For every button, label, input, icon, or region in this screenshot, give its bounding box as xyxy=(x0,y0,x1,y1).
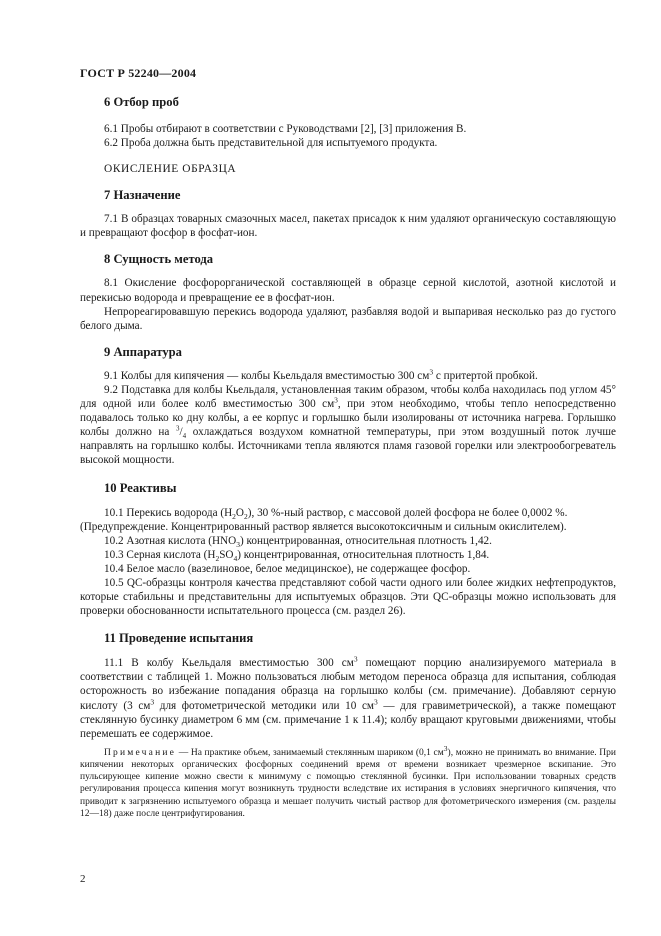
note-11-1: Примечание — На практике объем, занимаемый стеклянным шариком (0,1 $см^3$), можно не принимать во внимание. При кипячении некоторых органических фосфорных соединений время от времени возникает чрезмерное вскипание. Это пульсирующее кипение можно свести к минимуму с помощью стеклянной бусинки. При использовании товарных средств регулирования процесса кипения могут возникнуть трудности вследствие их истирания в условиях энергичного кипячения, что приводит к загрязнению испытуемого образца и мешает получить чистый раствор для фотометрического измерения (см. разделы 12—18) даже после центрифугирования. xyxy=(80,743,616,819)
section-7-heading: 7 Назначение xyxy=(104,188,181,203)
section-7 xyxy=(80,187,616,240)
paragraph-10-4: 10.4 Белое масло (вазелиновое, белое медицинское), не содержащее фосфор. xyxy=(104,562,471,575)
paragraph-10-2: 10.2 Азотная кислота $(HNO_3)$ концентрированная, относительная плотность 1,42. xyxy=(104,534,492,549)
paragraph-11-1: 11.1 В колбу Кьельдаля вместимостью 300 $см^3$ помещают порцию анализируемого материала в соответствии с таблицей 1. Можно пользоваться любым методом переноса образца для испытания, соблюдая осторожность во избежание попадания образца на горлышко колбы (см. примечание). Добавляют серную кислоту (3 $см^3$ для фотометрической методики или 10 $см^3$ — для гравиметрической), а также помещают стеклянную бусинку диаметром 6 мм (см. примечание 1 к 11.4); колбу вращают круговыми движениями, чтобы перемешать ее содержимое. xyxy=(80,654,617,740)
section-9 xyxy=(80,344,616,468)
paragraph-9-2: 9.2 Подставка для колбы Кьельдаля, установленная таким образом, чтобы колба находилась под углом 45° для одной или более колб вместимостью 300 $см^3$, при этом необходимо, чтобы тепло непосредственно подавалось только ко дну колбы, а ее корпус и горлышко были изолированы от источника нагрева. Горлышко колбы должно на $^3/_4$ охлаждаться воздухом комнатной температуры, при этом воздушный поток лучше направлять на горлышко колбы. Источниками тепла являются пламя газовой горелки или электрообогреватель высокой мощности. xyxy=(80,383,617,467)
subheading-sample-oxidation: ОКИСЛЕНИЕ ОБРАЗЦА xyxy=(104,163,237,176)
document-body xyxy=(80,88,616,820)
paragraph-6-1: 6.1 Пробы отбирают в соответствии с Руководствами [2], [3] приложения В. xyxy=(104,123,467,135)
paragraph-8-2: Непрореагировавшую перекись водорода удаляют, разбавляя водой и выпаривая несколько раз до густого белого дыма. xyxy=(80,305,616,332)
section-10-heading: 10 Реактивы xyxy=(104,480,177,495)
section-8-heading: 8 Сущность метода xyxy=(104,252,214,267)
paragraph-10-1-warning: (Предупреждение. Концентрированный раствор является высокотоксичным и сильным окислителем). xyxy=(80,520,567,533)
paragraph-9-1: 9.1 Колбы для кипячения — колбы Кьельдаля вместимостью 300 $см^3$ с притертой пробкой. xyxy=(104,367,538,382)
note-label: Примечание xyxy=(104,747,177,758)
section-8 xyxy=(80,251,616,332)
section-11-heading: 11 Проведение испытания xyxy=(104,631,254,646)
page-number: 2 xyxy=(80,873,86,885)
section-6-heading: 6 Отбор проб xyxy=(104,95,179,109)
paragraph-10-5: 10.5 QC-образцы контроля качества представляют собой части одного или более жидких нефтепродуктов, которые стабильны и представительны для испытуемых образцов. Эти QC-образцы можно использовать для проверки обоснованности испытательного процесса (см. раздел 26). xyxy=(80,576,616,618)
section-9-heading: 9 Аппаратура xyxy=(104,344,182,359)
paragraph-8-1: 8.1 Окисление фосфорорганической составляющей в образце серной кислотой, азотной кислотой и перекисью водорода и превращение ее в фосфат-ион. xyxy=(80,277,616,304)
paragraph-7-1: 7.1 В образцах товарных смазочных масел, пакетах присадок к ним удаляют органическую составляющую и превращают фосфор в фосфат-ион. xyxy=(80,213,616,240)
section-11 xyxy=(80,630,616,820)
paragraph-10-3: 10.3 Серная кислота $(H_2SO_4)$ концентрированная, относительная плотность 1,84. xyxy=(104,548,490,564)
fraction-three-quarters: $^3/_4$ xyxy=(176,424,187,441)
section-10 xyxy=(80,480,616,619)
document-id: ГОСТ Р 52240—2004 xyxy=(80,66,197,80)
section-6 xyxy=(80,94,616,150)
paragraph-10-1: 10.1 Перекись водорода $(H_2O_2)$, 30 %-ный раствор, с массовой долей фосфора не более 0,0002 %. xyxy=(104,506,568,521)
paragraph-6-2: 6.2 Проба должна быть представительной для испытуемого продукта. xyxy=(104,137,438,150)
